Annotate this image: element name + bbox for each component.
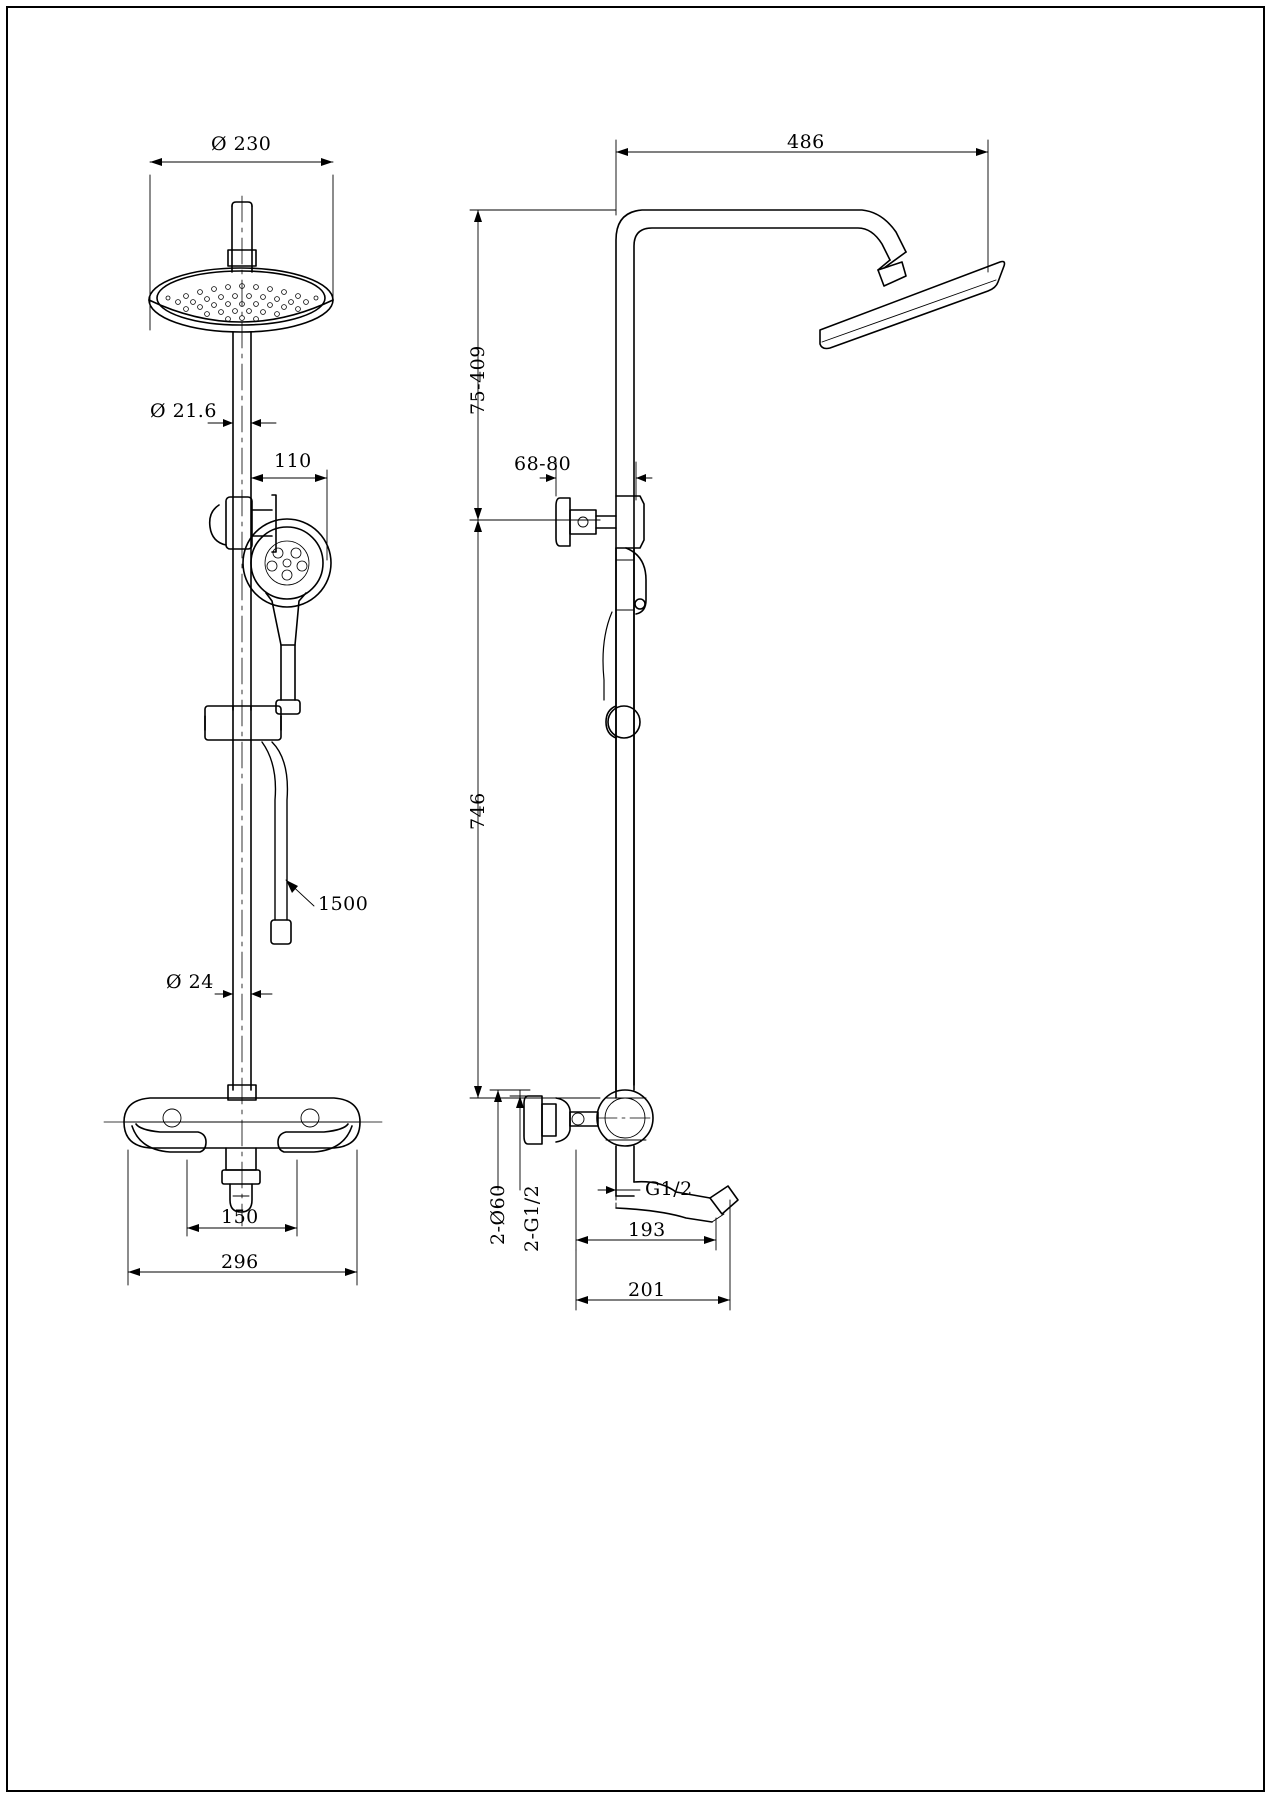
- dim-handshower-offset: 110: [274, 450, 312, 472]
- dim-riser-lower-diameter: Ø 24: [166, 971, 214, 993]
- side-view-geometry: [470, 140, 1005, 1310]
- dim-inlet-thread: 2-G1/2: [521, 1184, 543, 1252]
- dim-hose-length: 1500: [318, 893, 369, 915]
- dim-mixer-width: 296: [221, 1251, 259, 1273]
- dim-spout-projection-inner: 193: [628, 1219, 666, 1241]
- dim-inlet-centers: 2-Ø60: [487, 1184, 509, 1245]
- dim-head-diameter: Ø 230: [211, 133, 272, 155]
- dim-head-height-range: 75-409: [467, 345, 489, 415]
- dim-arm-reach: 486: [787, 131, 825, 153]
- dim-spout-projection-outer: 201: [628, 1279, 666, 1301]
- dim-outlet-thread: G1/2: [645, 1178, 693, 1200]
- dim-wall-bracket-projection: 68-80: [514, 453, 572, 475]
- dim-riser-upper-diameter: Ø 21.6: [150, 400, 217, 422]
- front-view-geometry: [104, 158, 382, 1285]
- dim-mixer-centers: 150: [221, 1206, 259, 1228]
- dim-riser-height: 746: [467, 792, 489, 830]
